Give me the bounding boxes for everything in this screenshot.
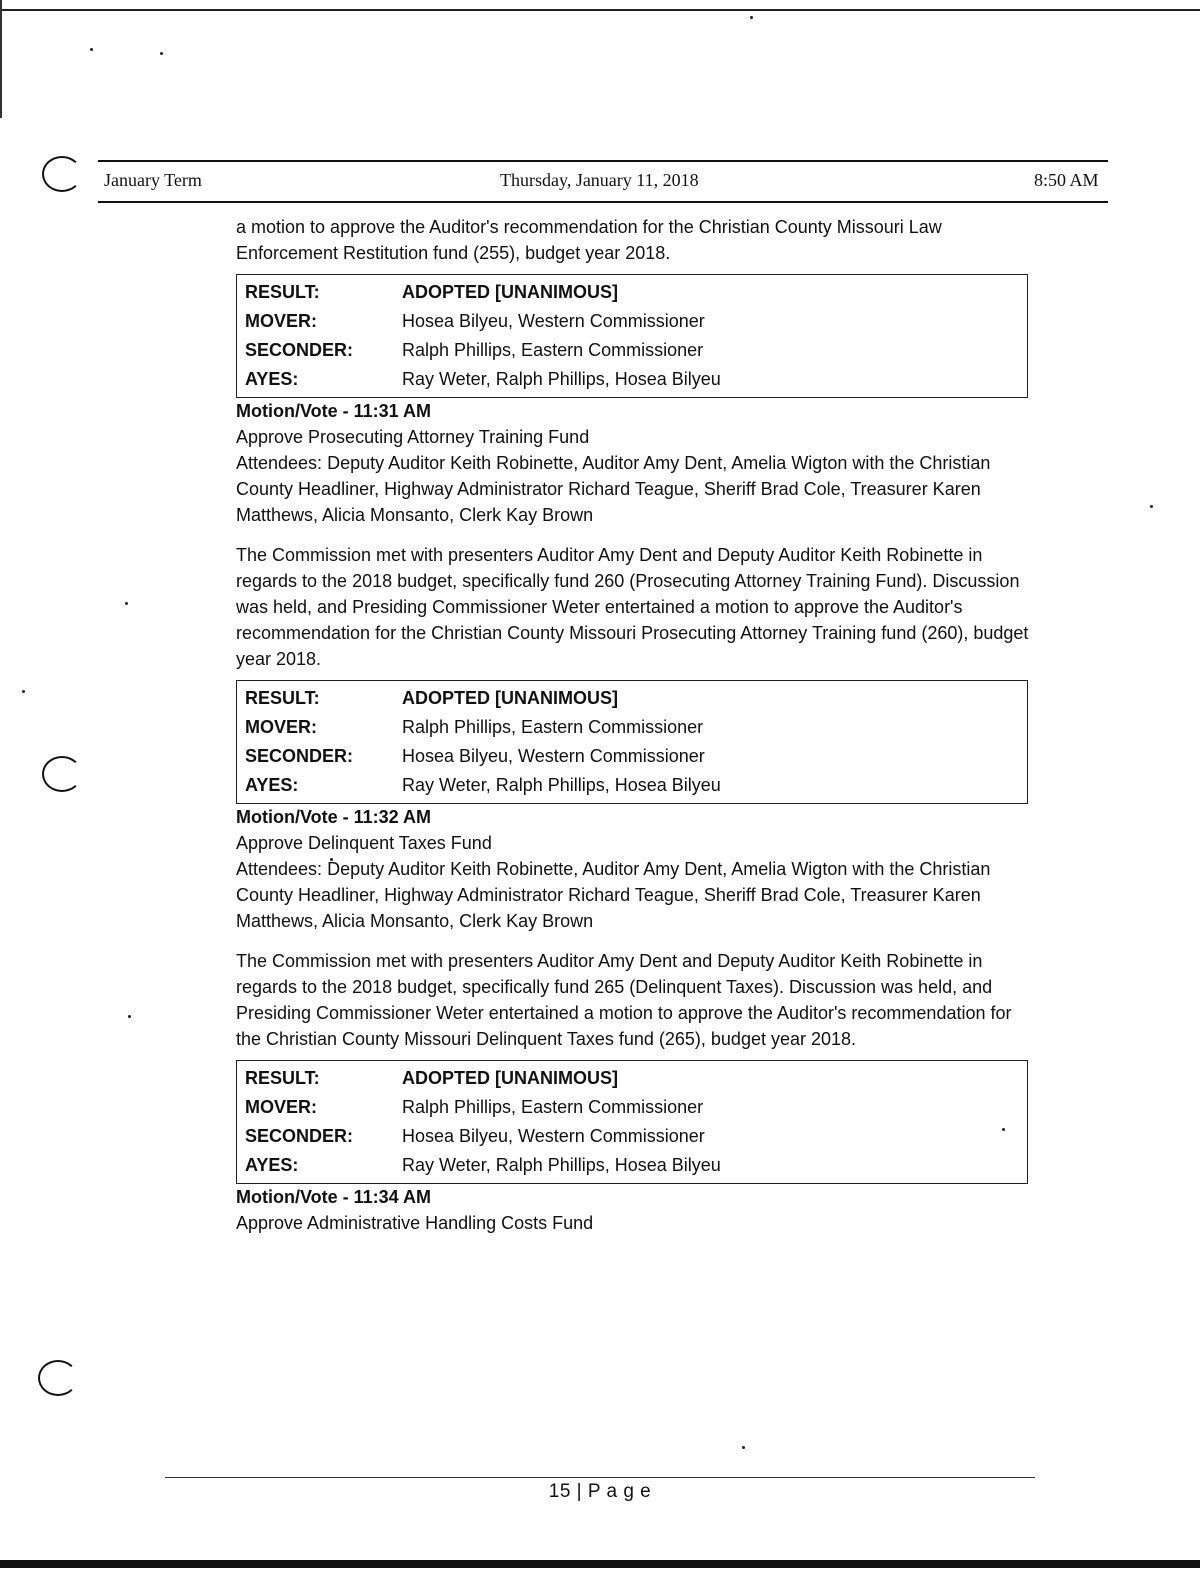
vote-row-result: [245, 684, 1027, 713]
vote-mover: Ralph Phillips, Eastern Commissioner: [402, 1097, 704, 1117]
vote-row-result: [245, 278, 1027, 307]
intro-paragraph: a motion to approve the Auditor's recommendation for the Christian County Missouri Law Enforcement Restitution fund (255), budget year 2018.: [236, 217, 942, 263]
page-edge-top: [0, 9, 1200, 11]
punch-hole-middle: [42, 756, 82, 792]
vote-mover: Hosea Bilyeu, Western Commissioner: [402, 311, 705, 331]
motion-title: Approve Administrative Handling Costs Fund: [236, 1213, 594, 1233]
motion-attendees: Attendees: Deputy Auditor Keith Robinette, Auditor Amy Dent, Amelia Wigton with the Christian County Headliner, Highway Administrator Richard Teague, Sheriff Brad Cole, Treasurer Karen Matthews, Alicia Monsanto, Clerk Kay Brown: [236, 453, 991, 525]
vote-label-mover: MOVER:: [245, 1097, 317, 1117]
motion-heading: Motion/Vote - 11:31 AM: [236, 401, 432, 421]
vote-result: ADOPTED [UNANIMOUS]: [402, 1068, 618, 1088]
motion-title: Approve Prosecuting Attorney Training Fund: [236, 427, 590, 447]
vote-table: [236, 274, 1028, 398]
vote-row-ayes: [245, 771, 1027, 800]
vote-row-seconder: [245, 336, 1027, 365]
scan-speck: [22, 690, 25, 693]
vote-row-result: [245, 1064, 1027, 1093]
header-term: January Term: [104, 170, 202, 190]
vote-label-mover: MOVER:: [245, 717, 317, 737]
page-edge-bottom: [0, 1560, 1200, 1568]
vote-row-ayes: [245, 1151, 1027, 1180]
scan-speck: [128, 1015, 131, 1018]
vote-label-ayes: AYES:: [245, 1155, 299, 1175]
vote-label-seconder: SECONDER:: [245, 746, 354, 766]
punch-hole-top: [42, 156, 82, 192]
vote-row-mover: [245, 307, 1027, 336]
motion-body: The Commission met with presenters Auditor Amy Dent and Deputy Auditor Keith Robinette in regards to the 2018 budget, specifically fund 265 (Delinquent Taxes). Discussion was held, and Presiding Commissioner Weter entertained a motion to approve the Auditor's recommendation for the Christian County Missouri Delinquent Taxes fund (265), budget year 2018.: [236, 951, 1012, 1049]
vote-table: [236, 680, 1028, 804]
vote-row-seconder: [245, 742, 1027, 771]
motion-title: Approve Delinquent Taxes Fund: [236, 833, 492, 853]
vote-result: ADOPTED [UNANIMOUS]: [402, 282, 618, 302]
vote-label-seconder: SECONDER:: [245, 1126, 354, 1146]
footer-rule: [165, 1477, 1035, 1478]
motion-attendees: Attendees: Deputy Auditor Keith Robinette, Auditor Amy Dent, Amelia Wigton with the Christian County Headliner, Highway Administrator Richard Teague, Sheriff Brad Cole, Treasurer Karen Matthews, Alicia Monsanto, Clerk Kay Brown: [236, 859, 991, 931]
vote-mover: Ralph Phillips, Eastern Commissioner: [402, 717, 704, 737]
minutes-body: [236, 214, 1036, 1236]
vote-row-mover: [245, 1093, 1027, 1122]
scan-speck: [160, 52, 163, 55]
vote-ayes: Ray Weter, Ralph Phillips, Hosea Bilyeu: [402, 369, 721, 389]
vote-seconder: Hosea Bilyeu, Western Commissioner: [402, 746, 705, 766]
header-time: 8:50 AM: [1034, 170, 1099, 190]
vote-row-seconder: [245, 1122, 1027, 1151]
vote-label-seconder: SECONDER:: [245, 340, 354, 360]
vote-label-result: RESULT:: [245, 688, 320, 708]
page-number: 15 | P a g e: [548, 1481, 652, 1502]
vote-table: [236, 1060, 1028, 1184]
vote-ayes: Ray Weter, Ralph Phillips, Hosea Bilyeu: [402, 1155, 721, 1175]
header-rule-bottom: [98, 201, 1108, 203]
scan-speck: [750, 16, 753, 19]
scan-speck: [1150, 505, 1153, 508]
vote-label-ayes: AYES:: [245, 369, 299, 389]
header-date: Thursday, January 11, 2018: [500, 170, 699, 190]
header-rule-top: [98, 160, 1108, 162]
page-edge-left: [0, 0, 2, 118]
vote-ayes: Ray Weter, Ralph Phillips, Hosea Bilyeu: [402, 775, 721, 795]
scan-speck: [125, 602, 128, 605]
vote-row-ayes: [245, 365, 1027, 394]
vote-label-ayes: AYES:: [245, 775, 299, 795]
vote-label-mover: MOVER:: [245, 311, 317, 331]
punch-hole-bottom: [38, 1360, 78, 1396]
vote-row-mover: [245, 713, 1027, 742]
vote-label-result: RESULT:: [245, 282, 320, 302]
scan-speck: [90, 48, 93, 51]
motion-heading: Motion/Vote - 11:34 AM: [236, 1187, 432, 1207]
vote-seconder: Hosea Bilyeu, Western Commissioner: [402, 1126, 705, 1146]
vote-seconder: Ralph Phillips, Eastern Commissioner: [402, 340, 704, 360]
motion-body: The Commission met with presenters Auditor Amy Dent and Deputy Auditor Keith Robinette in regards to the 2018 budget, specifically fund 260 (Prosecuting Attorney Training Fund). Discussion was held, and Presiding Commissioner Weter entertained a motion to approve the Auditor's recommendation for the Christian County Missouri Prosecuting Attorney Training fund (260), budget year 2018.: [236, 545, 1029, 669]
scan-speck: [742, 1446, 745, 1449]
motion-heading: Motion/Vote - 11:32 AM: [236, 807, 432, 827]
vote-result: ADOPTED [UNANIMOUS]: [402, 688, 618, 708]
vote-label-result: RESULT:: [245, 1068, 320, 1088]
